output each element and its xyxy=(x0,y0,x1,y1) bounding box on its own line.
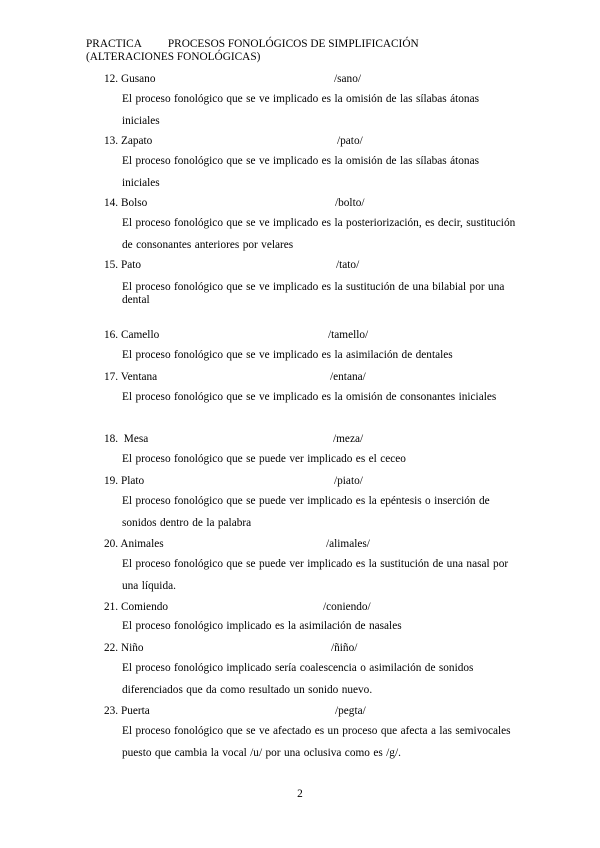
entry-transcription: /tamello/ xyxy=(328,329,369,341)
entry-heading xyxy=(104,641,144,655)
entry-heading xyxy=(104,328,159,342)
entry-number: 21. xyxy=(104,601,119,613)
entry-heading xyxy=(104,258,141,272)
entry-transcription: /entana/ xyxy=(330,371,366,383)
entry-word: Pato xyxy=(120,259,142,271)
entry-transcription: /meza/ xyxy=(333,433,364,445)
entry-heading xyxy=(104,72,155,86)
entry-word: Bolso xyxy=(120,197,148,209)
entry-number: 19. xyxy=(104,475,119,487)
entry-heading xyxy=(104,370,157,384)
entry-word: Comiendo xyxy=(120,601,169,613)
entry-number: 15. xyxy=(104,259,119,271)
entry-word: Animales xyxy=(120,538,164,550)
entry-heading xyxy=(104,600,168,614)
entry-heading xyxy=(104,704,150,718)
entry-description: El proceso fonológico que se ve implicado es la omisión de las sílabas átonas iniciales xyxy=(122,93,479,127)
entry-word: Mesa xyxy=(123,433,149,445)
entry-heading xyxy=(104,537,164,551)
entry-transcription: /ñiño/ xyxy=(331,642,358,654)
entry-number: 22. xyxy=(104,642,119,654)
entry-transcription: /alimales/ xyxy=(326,538,370,550)
entry-heading xyxy=(104,134,152,148)
entry-number: 17. xyxy=(104,371,119,383)
entry-description: El proceso fonológico que se ve implicado es la sustitución de una bilabial por una dental xyxy=(122,281,505,306)
entry-word: Plato xyxy=(120,475,145,487)
entry-description: El proceso fonológico que se ve implicado es la omisión de las sílabas átonas iniciales xyxy=(122,155,479,189)
entry-heading xyxy=(104,474,144,488)
entry-heading xyxy=(104,196,147,210)
entry-word: Puerta xyxy=(120,705,150,717)
entry-description: El proceso fonológico que se puede ver implicado es el ceceo xyxy=(122,453,406,465)
entry-description: El proceso fonológico que se ve implicado es la omisión de consonantes iniciales xyxy=(122,391,497,403)
entry-description: El proceso fonológico que se puede ver implicado es la sustitución de una nasal por una líquida. xyxy=(122,558,509,592)
entry-description: El proceso fonológico implicado es la asimilación de nasales xyxy=(122,620,402,632)
page-number: 2 xyxy=(297,788,303,800)
header-line xyxy=(86,38,419,51)
entry-word: Gusano xyxy=(120,73,156,85)
practice-label: PRACTICA xyxy=(86,38,142,50)
entry-transcription: /piato/ xyxy=(334,475,363,487)
entry-transcription: /pato/ xyxy=(337,135,363,147)
entry-description: El proceso fonológico que se ve implicado es la asimilación de dentales xyxy=(122,349,453,361)
entry-number: 13. xyxy=(104,135,119,147)
document-title: PROCESOS FONOLÓGICOS DE SIMPLIFICACIÓN xyxy=(167,38,419,50)
entry-description: El proceso fonológico que se puede ver implicado es la epéntesis o inserción de sonidos dentro de la palabra xyxy=(122,495,490,529)
entry-word: Zapato xyxy=(120,135,153,147)
entry-number: 20. xyxy=(104,538,119,550)
entry-transcription: /bolto/ xyxy=(335,197,365,209)
entry-number: 14. xyxy=(104,197,119,209)
entry-heading xyxy=(104,432,148,446)
entry-number: 12. xyxy=(104,73,119,85)
entry-number: 16. xyxy=(104,329,119,341)
document-subtitle: (ALTERACIONES FONOLÓGICAS) xyxy=(86,51,261,63)
entry-transcription: /coniendo/ xyxy=(323,601,371,613)
entry-number: 18. xyxy=(104,433,119,445)
entry-word: Ventana xyxy=(120,371,158,383)
entry-number: 23. xyxy=(104,705,119,717)
entry-transcription: /sano/ xyxy=(334,73,361,85)
entry-description: El proceso fonológico que se ve afectado es un proceso que afecta a las semivocales puesto que cambia la vocal /u/ por una oclusiva como es /g/. xyxy=(122,725,511,759)
entry-description: El proceso fonológico que se ve implicado es la posteriorización, es decir, sustitución de consonantes anteriores por velares xyxy=(122,217,516,251)
entry-transcription: /pegta/ xyxy=(335,705,366,717)
entry-description: El proceso fonológico implicado sería coalescencia o asimilación de sonidos diferenciados que da como resultado un sonido nuevo. xyxy=(122,662,474,696)
document-header xyxy=(86,38,419,64)
entry-word: Niño xyxy=(120,642,144,654)
entry-transcription: /tato/ xyxy=(336,259,360,271)
entry-word: Camello xyxy=(120,329,160,341)
